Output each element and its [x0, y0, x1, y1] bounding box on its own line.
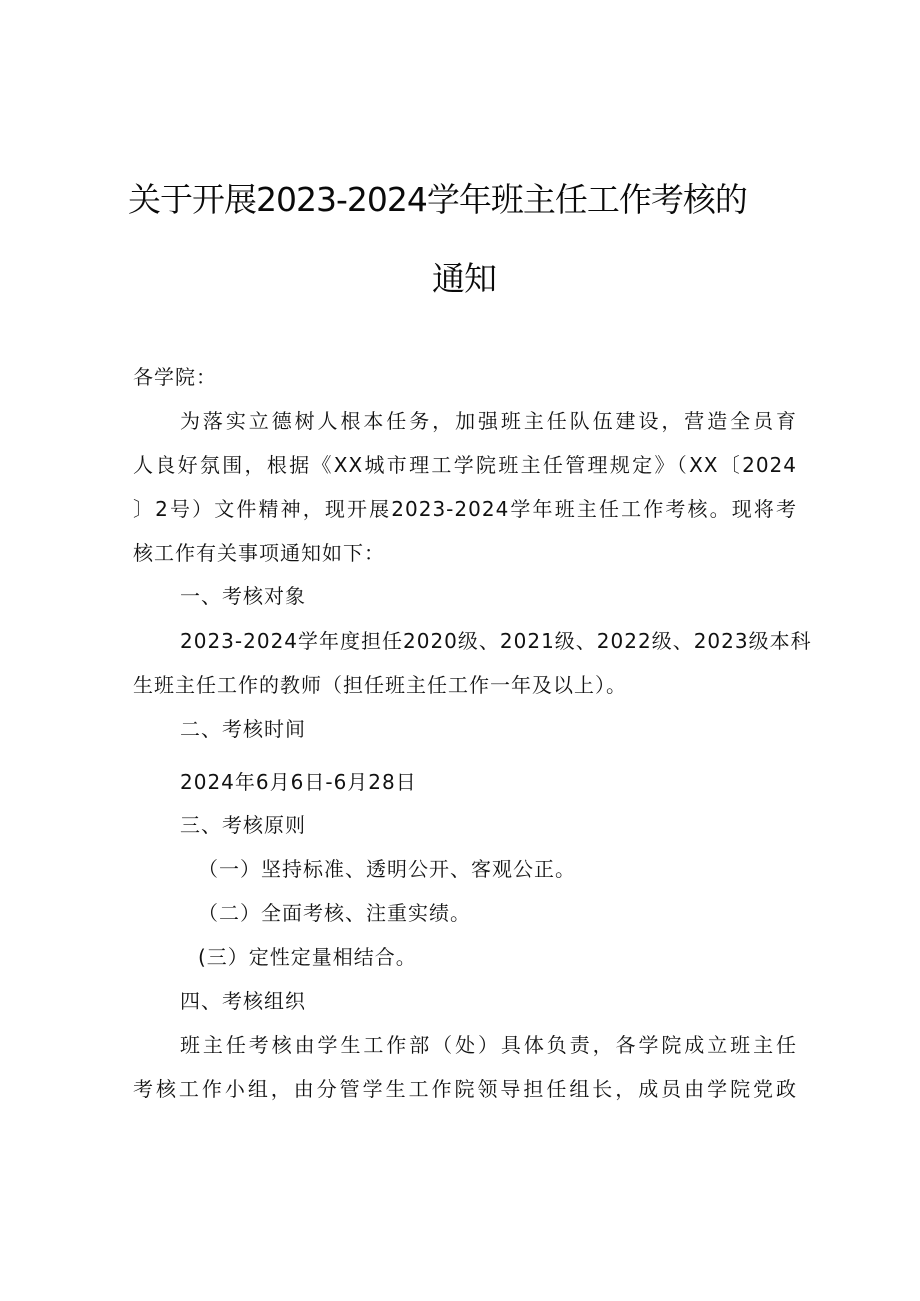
paragraph-line: 为落实立德树人根本任务，加强班主任队伍建设，营造全员育 [180, 409, 797, 433]
section-heading: 一、考核对象 [180, 584, 306, 608]
section-heading: 四、考核组织 [180, 989, 306, 1013]
list-item: (三）定性定量相结合。 [198, 945, 417, 969]
paragraph-line: 生班主任工作的教师（担任班主任工作一年及以上）。 [133, 673, 627, 697]
paragraph-line: 核工作有关事项通知如下： [133, 541, 385, 565]
section-heading: 二、考核时间 [180, 717, 306, 741]
paragraph-line: 考核工作小组，由分管学生工作院领导担任组长，成员由学院党政 [133, 1077, 797, 1101]
document-title-line-2: 通知 [432, 259, 496, 298]
paragraph-line: 人良好氛围，根据《XX城市理工学院班主任管理规定》（XX〔2024 [133, 453, 797, 477]
list-item: （一）坚持标准、透明公开、客观公正。 [198, 857, 576, 881]
list-item: （二）全面考核、注重实绩。 [198, 901, 471, 925]
salutation: 各学院： [133, 365, 217, 389]
paragraph-line: 〕2号）文件精神，现开展2023-2024学年班主任工作考核。现将考 [133, 497, 797, 521]
paragraph-line: 2023-2024学年度担任2020级、2021级、2022级、2023级本科 [180, 629, 812, 653]
section-heading: 三、考核原则 [180, 813, 306, 837]
paragraph-line: 班主任考核由学生工作部（处）具体负责，各学院成立班主任 [180, 1033, 797, 1057]
document-title-line-1: 关于开展2023-2024学年班主任工作考核的 [128, 180, 747, 219]
paragraph-line: 2024年6月6日-6月28日 [180, 770, 417, 794]
